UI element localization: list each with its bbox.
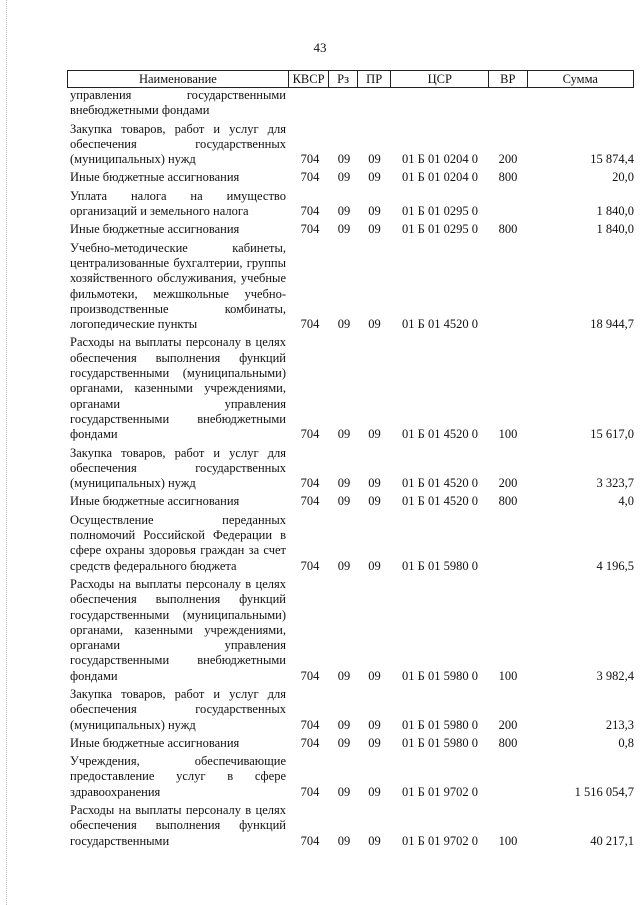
table-row [67,803,634,849]
table-row [67,122,634,168]
cell-kvsr: 704 [300,204,320,219]
cell-csr: 01 Б 01 5980 0 [402,558,478,573]
table-row [67,687,634,733]
table-body [67,88,634,849]
cell-vr: 100 [498,833,518,848]
cell-csr: 01 Б 01 9702 0 [402,784,478,799]
header-csr: ЦСР [390,71,488,87]
cell-pr: 09 [368,204,381,219]
header-pr: ПР [357,71,391,87]
cell-vr: 100 [498,427,518,442]
header-sum: Сумма [527,71,633,87]
cell-kvsr: 704 [300,427,320,442]
table-row [67,736,634,751]
cell-name: Учебно-методические кабинеты, централизованные бухгалтерии, группы хозяйственного обслуживания, учебные фильмотеки, межшкольные учебно-производственные комбинаты, логопедические пункты [70,240,286,332]
cell-pr: 09 [368,222,381,237]
table-row [67,170,634,185]
cell-pr: 09 [368,427,381,442]
cell-pr: 09 [368,494,381,509]
header-vr: ВР [488,71,526,87]
cell-sum: 40 217,1 [590,833,634,848]
cell-rz: 09 [337,784,351,799]
cell-csr: 01 Б 01 4520 0 [402,427,478,442]
cell-rz: 09 [337,833,351,848]
cell-csr: 01 Б 01 4520 0 [402,494,478,509]
cell-rz: 09 [337,668,351,683]
cell-name: Иные бюджетные ассигнования [70,494,240,509]
cell-sum: 1 840,0 [596,222,634,237]
cell-kvsr: 704 [300,784,320,799]
cell-name: Закупка товаров, работ и услуг для обеспечения государственных (муниципальных) нужд [70,686,286,732]
cell-name: управления государственными внебюджетными фондами [70,88,286,118]
cell-sum: 15 874,4 [590,152,634,167]
cell-sum: 4 196,5 [596,558,634,573]
cell-pr: 09 [368,317,381,332]
cell-rz: 09 [337,558,351,573]
cell-kvsr: 704 [300,833,320,848]
cell-kvsr: 704 [300,494,320,509]
cell-sum: 4,0 [618,494,634,509]
cell-name: Закупка товаров, работ и услуг для обеспечения государственных (муниципальных) нужд [70,121,286,167]
cell-rz: 09 [337,152,351,167]
cell-kvsr: 704 [300,735,320,750]
cell-pr: 09 [368,833,381,848]
cell-rz: 09 [337,317,351,332]
cell-csr: 01 Б 01 4520 0 [402,317,478,332]
cell-kvsr: 704 [300,222,320,237]
cell-rz: 09 [337,476,351,491]
page-number: 43 [313,40,327,55]
cell-sum: 20,0 [612,170,634,185]
cell-sum: 3 982,4 [596,668,634,683]
cell-kvsr: 704 [300,668,320,683]
cell-name: Расходы на выплаты персоналу в целях обеспечения выполнения функций государственными (муниципальными) органами, казенными учреждениями, органами управления государственными внебюджетными фондами [70,335,286,442]
cell-name: Осуществление переданных полномочий Российской Федерации в сфере охраны здоровья граждан за счет средств федерального бюджета [70,512,286,573]
cell-vr: 100 [498,668,518,683]
cell-kvsr: 704 [300,170,320,185]
cell-pr: 09 [368,735,381,750]
cell-csr: 01 Б 01 0204 0 [402,152,478,167]
cell-kvsr: 704 [300,476,320,491]
cell-rz: 09 [337,204,351,219]
cell-vr: 800 [498,494,518,509]
cell-kvsr: 704 [300,717,320,732]
cell-sum: 213,3 [605,717,634,732]
table-row [67,577,634,684]
cell-pr: 09 [368,784,381,799]
table-row [67,222,634,237]
cell-rz: 09 [337,427,351,442]
cell-pr: 09 [368,717,381,732]
cell-pr: 09 [368,476,381,491]
cell-rz: 09 [337,717,351,732]
table-row [67,241,634,333]
cell-csr: 01 Б 01 9702 0 [402,833,478,848]
header-rz: Рз [328,71,357,87]
table-row [67,754,634,800]
cell-sum: 18 944,7 [590,317,634,332]
header-name: Наименование [138,72,217,86]
cell-kvsr: 704 [300,317,320,332]
header-kvsr: КВСР [288,71,328,87]
cell-kvsr: 704 [300,152,320,167]
cell-name: Иные бюджетные ассигнования [70,170,240,185]
cell-vr: 800 [498,170,518,185]
margin-dotted-line [6,0,8,905]
cell-name: Учреждения, обеспечивающие предоставление услуг в сфере здравоохранения [70,754,286,799]
cell-csr: 01 Б 01 4520 0 [402,476,478,491]
cell-csr: 01 Б 01 0204 0 [402,170,478,185]
cell-csr: 01 Б 01 5980 0 [402,668,478,683]
cell-csr: 01 Б 01 0295 0 [402,222,478,237]
cell-vr: 800 [498,222,518,237]
table-row [67,446,634,492]
cell-vr: 200 [498,717,518,732]
cell-csr: 01 Б 01 5980 0 [402,735,478,750]
cell-vr: 200 [498,152,518,167]
cell-pr: 09 [368,170,381,185]
cell-rz: 09 [337,735,351,750]
table-row [67,335,634,442]
cell-pr: 09 [368,152,381,167]
cell-name: Расходы на выплаты персоналу в целях обеспечения выполнения функций государственными [70,803,286,848]
cell-name: Иные бюджетные ассигнования [70,222,240,237]
cell-kvsr: 704 [300,558,320,573]
cell-rz: 09 [337,222,351,237]
table-row [67,494,634,509]
cell-name: Расходы на выплаты персоналу в целях обеспечения выполнения функций государственными (муниципальными) органами, казенными учреждениями, органами управления государственными внебюджетными фондами [70,576,286,683]
cell-vr: 800 [498,735,518,750]
cell-sum: 3 323,7 [596,476,634,491]
cell-sum: 0,8 [618,735,634,750]
table-header [67,70,634,88]
cell-rz: 09 [337,494,351,509]
cell-sum: 1 840,0 [596,204,634,219]
table-row [67,513,634,574]
cell-name: Закупка товаров, работ и услуг для обеспечения государственных (муниципальных) нужд [70,445,286,491]
cell-sum: 1 516 054,7 [574,784,634,799]
cell-name: Уплата налога на имущество организаций и земельного налога [70,188,286,219]
cell-pr: 09 [368,558,381,573]
budget-table [67,70,634,849]
cell-vr: 200 [498,476,518,491]
cell-pr: 09 [368,668,381,683]
table-row [67,189,634,220]
cell-csr: 01 Б 01 5980 0 [402,717,478,732]
cell-rz: 09 [337,170,351,185]
cell-name: Иные бюджетные ассигнования [70,735,240,750]
cell-sum: 15 617,0 [590,427,634,442]
cell-csr: 01 Б 01 0295 0 [402,204,478,219]
table-row [67,88,634,119]
